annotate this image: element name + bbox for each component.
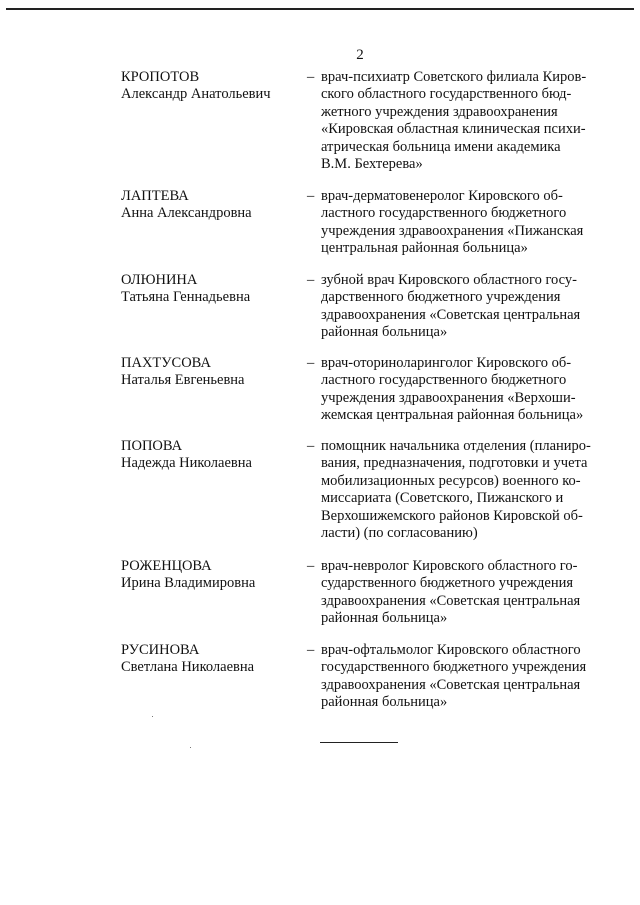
member-surname: РУСИНОВА [121,642,200,658]
end-of-list-line [320,742,398,743]
dash-separator: – [307,188,315,204]
scan-speck [190,747,191,748]
member-name [121,438,301,473]
member-surname: РОЖЕНЦОВА [121,558,212,574]
page-number: 2 [356,47,364,63]
member-given-names: Светлана Николаевна [121,659,255,676]
dash-separator: – [307,642,315,658]
member-surname: КРОПОТОВ [121,69,200,85]
member-given-names: Татьяна Геннадьевна [121,289,251,306]
member-position: помощник начальника отделения (планиро- вания, предназначения, подготовки и учета мобилизационных ресурсов) военного ко- миссариата (Советского, Пижанского и Верхошижемского районов Кировской об- ласти) (по согласованию) [321,438,591,542]
member-position: зубной врач Кировского областного госу- дарственного бюджетного учреждения здравоохранения «Советская центральная районная больница» [321,272,581,341]
member-name [121,558,301,593]
member-position: врач-невролог Кировского областного го- сударственного бюджетного учреждения здравоохранения «Советская центральная районная больница» [321,558,581,627]
scan-speck [152,716,153,717]
member-name [121,188,301,223]
member-name [121,355,301,390]
dash-separator: – [307,438,315,454]
member-surname: ОЛЮНИНА [121,272,198,288]
dash-separator: – [307,355,315,371]
member-position: врач-оториноларинголог Кировского об- ластного государственного бюджетного учреждения здравоохранения «Верхоши- жемская центральная районная больница» [321,355,584,424]
member-name [121,642,301,677]
member-given-names: Александр Анатольевич [121,86,271,103]
member-name [121,69,301,104]
member-given-names: Анна Александровна [121,205,252,222]
member-given-names: Надежда Николаевна [121,455,252,472]
member-position: врач-офтальмолог Кировского областного государственного бюджетного учреждения здравоохранения «Советская центральная районная больница» [321,642,587,711]
member-surname: ПОПОВА [121,438,183,454]
dash-separator: – [307,558,315,574]
member-surname: ПАХТУСОВА [121,355,211,371]
dash-separator: – [307,272,315,288]
member-given-names: Наталья Евгеньевна [121,372,245,389]
member-name [121,272,301,307]
top-border-line [6,8,634,10]
member-surname: ЛАПТЕВА [121,188,189,204]
member-given-names: Ирина Владимировна [121,575,256,592]
member-position: врач-психиатр Советского филиала Киров- ского областного государственного бюд- жетного учреждения здравоохранения «Кировская областная клиническая психи- атрическая больница имени академика В.М. Бехтерева» [321,69,587,173]
member-position: врач-дерматовенеролог Кировского об- ластного государственного бюджетного учреждения здравоохранения «Пижанская центральная районная больница» [321,188,584,257]
dash-separator: – [307,69,315,85]
